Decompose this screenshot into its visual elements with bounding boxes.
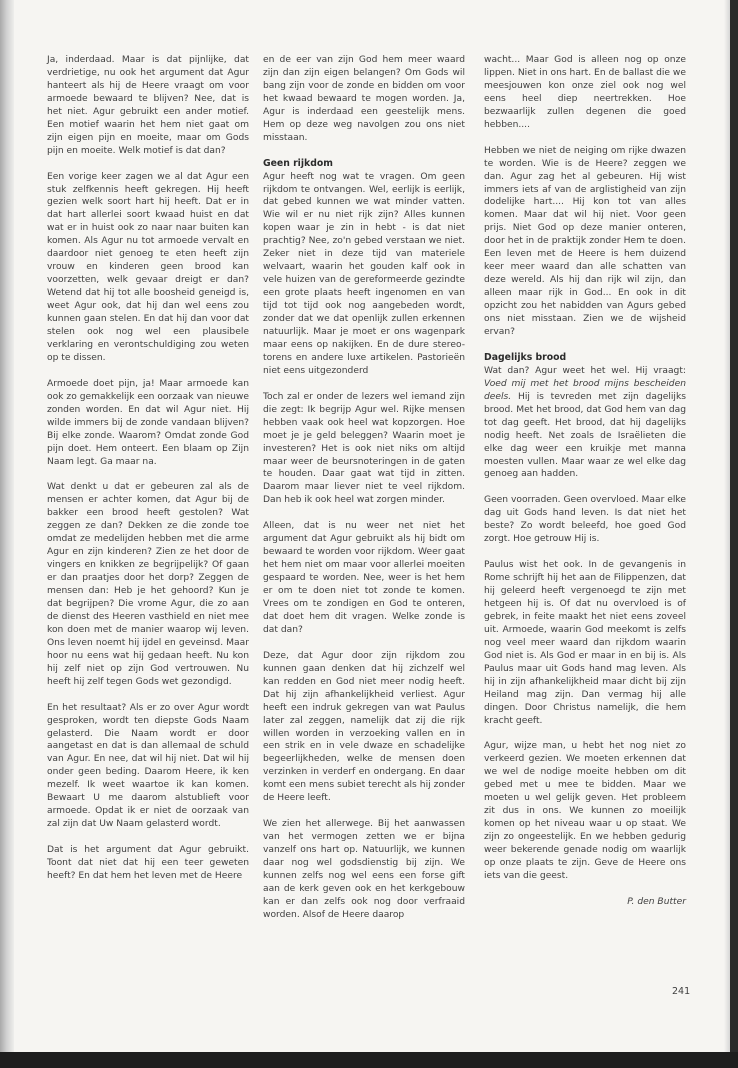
paragraph: wacht... Maar God is alleen nog op onze lippen. Niet in ons hart. En de ballast die we meesjouwen kon onze ziel ook nog wel eens heel diep neertrekken. Hoe bezwaarlijk zullen degenen die goed hebben.... <box>484 55 687 130</box>
paragraph: Toch zal er onder de lezers wel iemand zijn die zegt: Ik begrijp Agur wel. Rijke mensen hebben vaak ook heel wat kopzorgen. Hoe moet je je geld beleggen? Waarin moet je investeren? Het is ook niet niks om altijd maar weer de beursnoteringen in de gaten te houden. Daar gaat wat tijd in zitten. Daarom maar liever niet te veel rijkdom. Dan heb ik ook heel wat zorgen minder. <box>263 391 465 506</box>
paragraph: Agur, wijze man, u hebt het nog niet zo verkeerd gezien. We moeten erkennen dat we wel de nodige moeite hebben om dit gebed met u mee te bidden. Maar we moeten u wel gelijk geven. Het probleem zit dus in ons. We kunnen zo moeilijk komen op het niveau waar u op staat. We zijn zo ongeestelijk. En we hebben gedurig weer bekerende genade nodig om waarlijk op onze plaats te zijn. Geve de Heere ons iets van die geest. <box>484 741 686 881</box>
paragraph: Ja, inderdaad. Maar is dat pijnlijke, dat verdrietige, nu ook het argument dat Agur hanteert als hij de Heere vraagt om voor armoede bewaard te blijven? Nee, dat is het niet. Agur gebruikt een ander motief. Een motief waarin het hem niet gaat om zijn eigen pijn en moeite, maar om Gods pijn en moeite. Welk motief is dat dan? <box>47 55 249 156</box>
paragraph-with-quote <box>484 365 686 482</box>
paragraph: We zien het allerwege. Bij het aanwassen van het vermogen zetten we er bijna vanzelf ons hart op. Natuurlijk, we kunnen daar nog wel godsdienstig bij zijn. We kunnen zelfs nog wel eens een forse gift aan de kerk geven ook en het kerkgebouw kan er dan zelfs ook nog door verfraaid worden. Alsof de Heere daarop <box>263 819 465 920</box>
paragraph: Dat is het argument dat Agur gebruikt. Toont dat niet dat hij een teer geweten heeft? En dat hem het leven met de Heere <box>47 845 249 881</box>
scan-border-bottom <box>0 1052 738 1068</box>
paragraph: Wat denkt u dat er gebeuren zal als de mensen er achter komen, dat Agur bij de bakker een brood heeft gestolen? Wat zeggen ze dan? Dekken ze die zonde toe omdat ze medelijden hebben met die arme Agur en zijn kinderen? Zien ze het door de vingers en knikken ze begrijpelijk? Of gaan er dan praatjes door het dorp? Zeggen de mensen dan: Heb je het gehoord? Kun je dat begrijpen? Die vrome Agur, die zo aan de dienst des Heeren vasthield en niet mee kon doen met de manier waarop wij leven. Ons leven noemt hij ijdel en geveinsd. Maar hoor nu eens wat hij gedaan heeft. Nu kon hij zelf niet op zijn God vertrouwen. Nu heeft hij zelf tegen Gods wet gezondigd. <box>47 482 249 687</box>
paragraph: Hebben we niet de neiging om rijke dwazen te worden. Wie is de Heere? zeggen we dan. Agur zag het al gebeuren. Hij wist immers iets af van de arglistigheid van zijn dodelijke hart.... Hij kon tot van alles komen. Maar dat wil hij niet. Voor geen prijs. Niet God op deze manier onteren, door het in de praktijk zonder Hem te doen. Een leven met de Heere is hem duizend keer meer waard dan alle schatten van deze wereld. Als hij dan rijk wil zijn, dan alleen maar rijk in God... En ook in dit opzicht zou het nabidden van Agurs gebed ons niet misstaan. Zien we de wijsheid ervan? <box>484 145 686 337</box>
section-heading-dagelijks-brood: Dagelijks brood <box>484 351 567 363</box>
section-heading-geen-rijkdom: Geen rijkdom <box>263 157 333 169</box>
paragraph: Deze, dat Agur door zijn rijkdom zou kunnen gaan denken dat hij zichzelf wel kan redden en God niet meer nodig heeft. Dat hij zijn afhankelijkheid verliest. Agur heeft een indruk gekregen van wat Paulus later zal zeggen, namelijk dat zij die rijk willen worden in verzoeking vallen en in een strik en in vele dwaze en schadelijke begeerlijkheden, welke de mensen doen verzinken in verderf en ondergang. En daar komt een mens subiet terecht als hij zonder de Heere leeft. <box>263 650 465 804</box>
scripture-quote: Voed mij met het brood mijns bescheiden deels. <box>484 378 686 402</box>
paragraph-end: Hij is tevreden met zijn dagelijks brood. Met het brood, dat God hem van dag tot dag geeft. Het brood, dat hij dagelijks nodig heeft. Net zoals de Israëlieten die elke dag weer een kruikje met manna moesten vullen. Maar waar ze wel elke dag genoeg aan hadden. <box>484 391 686 480</box>
page-number: 241 <box>672 986 691 997</box>
text-column-1 <box>47 54 249 896</box>
text-column-3 <box>484 54 686 922</box>
scan-border-right <box>730 0 738 1068</box>
paragraph: En het resultaat? Als er zo over Agur wordt gesproken, wordt ten diepste Gods Naam gelasterd. Die Naam wordt er door aangetast en dat is dan allemaal de schuld van Agur. En nee, dat wil hij niet. Dat wil hij onder geen beding. Daarom Heere, ik ken mezelf. Ik weet waartoe ik kan komen. Bewaart U me daarom alstublieft voor armoede. Opdat ik er niet de oorzaak van zal zijn dat Uw Naam gelasterd wordt. <box>47 702 249 830</box>
page-binding-shadow <box>0 0 14 1052</box>
paragraph: Agur heeft nog wat te vragen. Om geen rijkdom te ontvangen. Wel, eerlijk is eerlijk, dat gebed kunnen we wat minder vatten. Wie wil er nu niet rijk zijn? Alles kunnen kopen waar je zin in hebt - is dat niet prachtig? Nee, zo'n gebed verstaan we niet. Zeker niet in deze tijd van materiele welvaart, waarin het gouden kalf ook in vele huizen van de gereformeerde gezindte een grote plaats heeft ingenomen en van tijd tot tijd ook nog aangebeden wordt, zonder dat we dat openlijk zullen erkennen natuurlijk. Maar je moet er ons wagenpark maar eens op nakijken. En de dure stereo-torens en andere luxe artikelen. Pastorieën niet eens uitgezonderd <box>263 171 465 376</box>
paragraph: Paulus wist het ook. In de gevangenis in Rome schrijft hij het aan de Filippenzen, dat hij geleerd heeft vergenoegd te zijn met hetgeen hij is. Of dat nu overvloed is of gebrek, in feite maakt het niet eens zoveel uit. Armoede, waarin God meekomt is zelfs nog veel meer waard dan rijkdom waarin God niet is. Als God er maar in en bij is. Als Paulus maar uit Gods hand mag leven. Als hij in zijn afhankelijkheid maar dicht bij zijn Heiland mag zijn. Dan vermag hij alle dingen. Door Christus namelijk, die hem kracht geeft. <box>484 560 686 726</box>
paragraph: Armoede doet pijn, ja! Maar armoede kan ook zo gemakkelijk een oorzaak van nieuwe zonden worden. En dat wil Agur niet. Hij wilde immers bij de zonde vandaan blijven? Bij elke zonde. Waarom? Omdat zonde God pijn doet. Hem onteert. Een blaam op Zijn Naam legt. Ga maar na. <box>47 378 249 467</box>
paragraph: Geen voorraden. Geen overvloed. Maar elke dag uit Gods hand leven. Is dat niet het beste? Zo wordt beleefd, hoe goed God zorgt. Hoe getrouw Hij is. <box>484 495 686 545</box>
paragraph: en de eer van zijn God hem meer waard zijn dan zijn eigen belangen? Om Gods wil bang zijn voor de zonde en bidden om voor het kwaad bewaard te mogen worden. Ja, Agur is inderdaad een geestelijk mens. Hem op deze weg navolgen zou ons niet misstaan. <box>263 55 465 143</box>
paragraph: Een vorige keer zagen we al dat Agur een stuk zelfkennis heeft gekregen. Hij heeft gezien welk soort hart hij heeft. Dat er in dat hart allerlei soort kwaad huist en dat wat er in huist ook zo naar naar buiten kan komen. Als Agur nu tot armoede vervalt en daardoor niet genoeg te eten heeft zijn vrouw en kinderen geen brood kan voorzetten, welk gevaar dreigt er dan? Wetend dat hij tot alle boosheid geneigd is, weet Agur ook, dat hij dan wel eens zou kunnen gaan stelen. En dat hij dan voor dat stelen ook nog wel een plausibele verklaring en verontschuldiging zou weten op te dissen. <box>47 171 249 363</box>
paragraph-start: Wat dan? Agur weet het wel. Hij vraagt: <box>484 365 686 376</box>
text-column-2 <box>263 54 465 935</box>
paragraph: Alleen, dat is nu weer net niet het argument dat Agur gebruikt als hij bidt om bewaard te worden voor rijkdom. Weer gaat het hem niet om maar voor allerlei moeiten gespaard te worden. Nee, weer is het hem er om te doen niet tot zonde te komen. Vrees om te zondigen en God te onteren, dat doet hem dit vragen. Welke zonde is dat dan? <box>263 521 465 635</box>
author-signature: P. den Butter <box>627 896 686 907</box>
